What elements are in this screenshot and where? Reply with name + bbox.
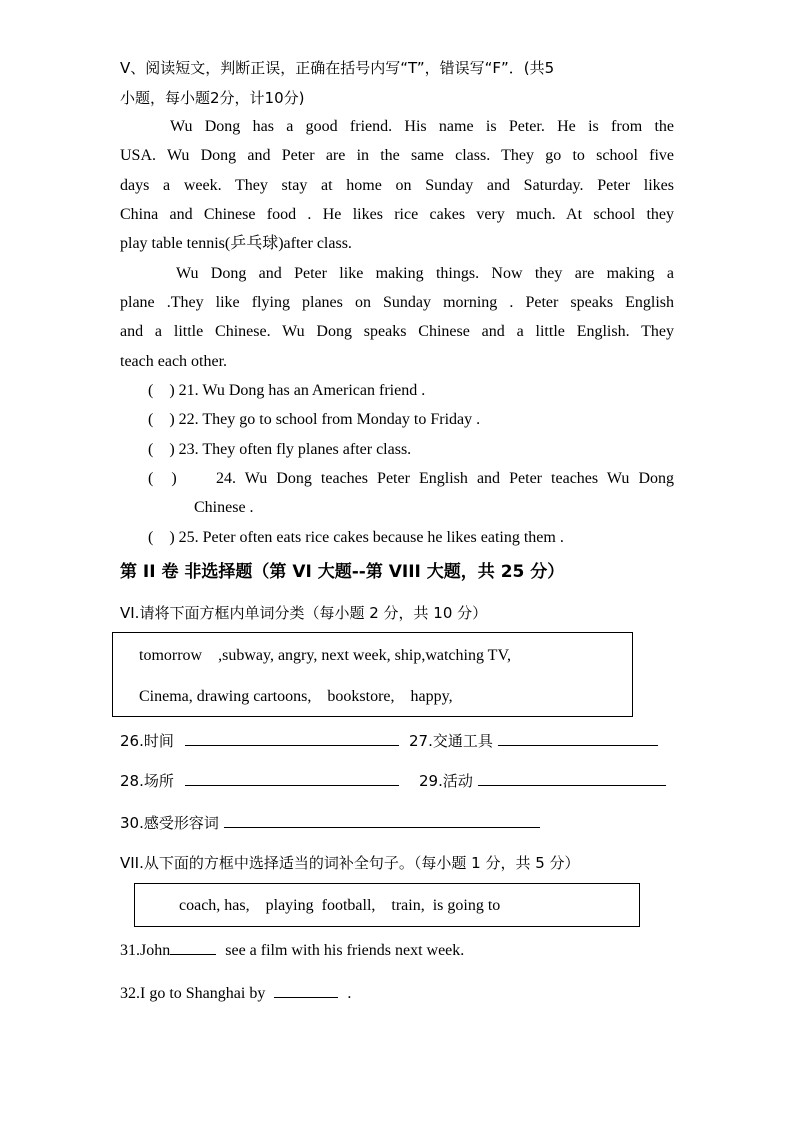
question-31-blank[interactable]: [170, 938, 216, 955]
passage-line: China and Chinese food . He likes rice cakes very much. At school they: [120, 206, 674, 223]
question-31-end: see a film with his friends next week.: [225, 942, 465, 959]
answer-bracket-open[interactable]: (: [148, 411, 154, 428]
question-32-start: 32.I go to Shanghai by: [120, 985, 266, 1002]
question-24-continued: Chinese .: [194, 499, 254, 516]
word-bank-line1: tomorrow ,subway, angry, next week, ship,watching TV,: [139, 647, 511, 664]
question-text: 24. Wu Dong teaches Peter English and Peter teaches Wu Dong: [216, 470, 674, 487]
question-27-blank[interactable]: [498, 729, 658, 746]
question-29-blank[interactable]: [478, 769, 666, 786]
answer-bracket-close: ): [169, 382, 175, 399]
question-29: [419, 769, 666, 791]
question-text: 25. Peter often eats rice cakes because he likes eating them .: [178, 529, 564, 546]
question-32-end: .: [347, 985, 352, 1002]
section-5-instruction-line1: V、阅读短文，判断正误，正确在括号内写“T”，错误写“F”．(共5: [120, 59, 555, 77]
question-30-label: 30.感受形容词: [120, 814, 219, 832]
question-31-start: 31.John: [120, 942, 171, 959]
passage-line: Wu Dong has a good friend. His name is Peter. He is from the: [170, 118, 674, 135]
section-6-instruction: VI.请将下面方框内单词分类（每小题 2 分，共 10 分）: [120, 604, 488, 622]
question-31: [120, 938, 464, 961]
word-choice-box: [134, 883, 640, 927]
part-2-heading: 第 II 卷 非选择题（第 VI 大题--第 VIII 大题，共 25 分）: [120, 562, 565, 582]
question-32-blank[interactable]: [274, 981, 338, 998]
question-text: 21. Wu Dong has an American friend .: [178, 382, 426, 399]
question-text: 22. They go to school from Monday to Friday .: [178, 411, 481, 428]
question-27-label: 27.交通工具: [409, 732, 493, 750]
word-bank-box: [112, 632, 633, 717]
passage-line: plane .They like flying planes on Sunday morning . Peter speaks English: [120, 294, 674, 311]
answer-bracket-close: ): [171, 470, 177, 487]
passage-line: USA. Wu Dong and Peter are in the same class. They go to school five: [120, 147, 674, 164]
question-23: [148, 440, 411, 460]
word-choice-text: coach, has, playing football, train, is going to: [179, 897, 501, 914]
question-21: [148, 381, 425, 401]
section-5-instruction-line2: 小题，每小题2分，计10分): [120, 89, 305, 107]
answer-bracket-close: ): [169, 529, 175, 546]
question-26-label: 26.时间: [120, 732, 174, 750]
answer-bracket-open[interactable]: (: [148, 529, 154, 546]
answer-bracket-open[interactable]: (: [148, 441, 154, 458]
question-24: [148, 469, 674, 489]
passage-line: teach each other.: [120, 353, 228, 370]
question-29-label: 29.活动: [419, 772, 473, 790]
question-26-blank[interactable]: [185, 729, 399, 746]
answer-bracket-open[interactable]: (: [148, 470, 154, 487]
section-7-instruction: VII.从下面的方框中选择适当的词补全句子。（每小题 1 分，共 5 分）: [120, 854, 580, 872]
question-22: [148, 410, 480, 430]
passage-line: days a week. They stay at home on Sunday and Saturday. Peter likes: [120, 177, 674, 194]
question-text: 23. They often fly planes after class.: [178, 441, 412, 458]
word-bank-line2: Cinema, drawing cartoons, bookstore, happy,: [139, 688, 453, 705]
question-30-blank[interactable]: [224, 811, 540, 828]
question-25: [148, 528, 564, 548]
question-26: [120, 729, 399, 751]
answer-bracket-close: ): [169, 411, 175, 428]
question-28-blank[interactable]: [185, 769, 399, 786]
question-28-label: 28.场所: [120, 772, 174, 790]
question-28: [120, 769, 399, 791]
passage-line: play table tennis(乒乓球)after class.: [120, 235, 352, 252]
answer-bracket-open[interactable]: (: [148, 382, 154, 399]
question-27: [409, 729, 658, 751]
question-30: [120, 811, 540, 833]
passage-line: and a little Chinese. Wu Dong speaks Chinese and a little English. They: [120, 323, 674, 340]
answer-bracket-close: ): [169, 441, 175, 458]
passage-line: Wu Dong and Peter like making things. Now they are making a: [176, 265, 674, 282]
question-32: [120, 981, 351, 1004]
